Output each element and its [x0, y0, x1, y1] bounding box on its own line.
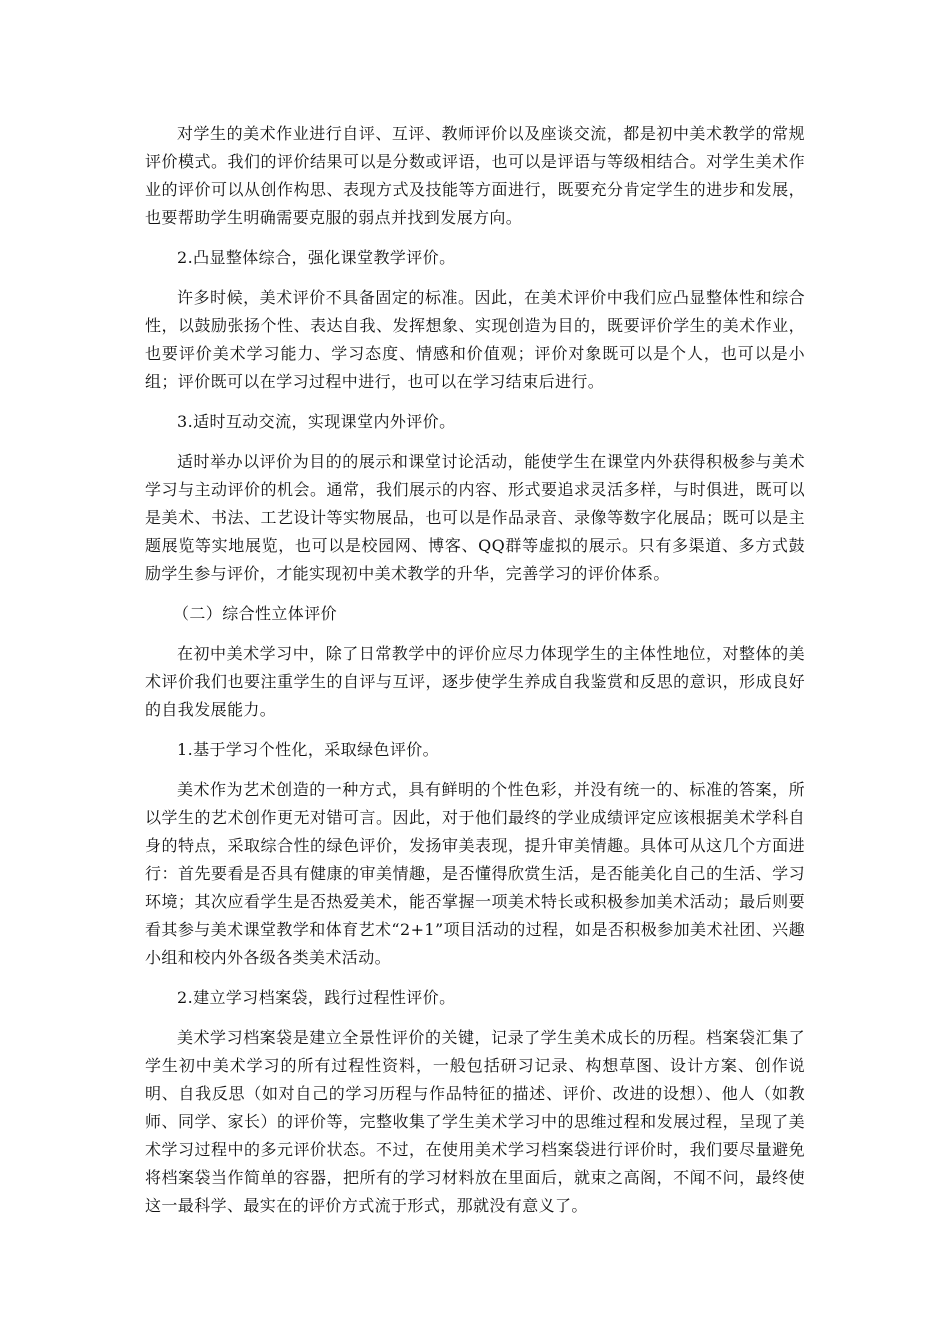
document-body — [145, 120, 805, 1232]
paragraph: 美术学习档案袋是建立全景性评价的关键，记录了学生美术成长的历程。档案袋汇集了学生初中美术学习的所有过程性资料，一般包括研习记录、构想草图、设计方案、创作说明、自我反思（如对自己的学习历程与作品特征的描述、评价、改进的设想）、他人（如教师、同学、家长）的评价等，完整收集了学生美术学习中的思维过程和发展过程，呈现了美术学习过程中的多元评价状态。不过，在使用美术学习档案袋进行评价时，我们要尽量避免将档案袋当作简单的容器，把所有的学习材料放在里面后，就束之高阁，不闻不问，最终使这一最科学、最实在的评价方式流于形式，那就没有意义了。 — [145, 1028, 805, 1215]
section-heading: （二）综合性立体评价 — [173, 604, 338, 623]
subheading: 2.建立学习档案袋，践行过程性评价。 — [177, 988, 456, 1007]
subheading: 1.基于学习个性化，采取绿色评价。 — [177, 740, 440, 759]
paragraph: 美术作为艺术创造的一种方式，具有鲜明的个性色彩，并没有统一的、标准的答案，所以学生的艺术创作更无对错可言。因此，对于他们最终的学业成绩评定应该根据美术学科自身的特点，采取综合性的绿色评价，发扬审美表现，提升审美情趣。具体可从这几个方面进行：首先要看是否具有健康的审美情趣，是否懂得欣赏生活，是否能美化自己的生活、学习环境；其次应看学生是否热爱美术，能否掌握一项美术特长或积极参加美术活动；最后则要看其参与美术课堂教学和体育艺术“2+1”项目活动的过程，如是否积极参加美术社团、兴趣小组和校内外各级各类美术活动。 — [145, 780, 805, 967]
subheading: 2.凸显整体综合，强化课堂教学评价。 — [177, 248, 456, 267]
paragraph: 在初中美术学习中，除了日常教学中的评价应尽力体现学生的主体性地位，对整体的美术评价我们也要注重学生的自评与互评，逐步使学生养成自我鉴赏和反思的意识，形成良好的自我发展能力。 — [145, 644, 805, 719]
paragraph: 对学生的美术作业进行自评、互评、教师评价以及座谈交流，都是初中美术教学的常规评价模式。我们的评价结果可以是分数或评语，也可以是评语与等级相结合。对学生美术作业的评价可以从创作构思、表现方式及技能等方面进行，既要充分肯定学生的进步和发展，也要帮助学生明确需要克服的弱点并找到发展方向。 — [145, 124, 805, 227]
subheading: 3.适时互动交流，实现课堂内外评价。 — [177, 412, 456, 431]
paragraph: 适时举办以评价为目的的展示和课堂讨论活动，能使学生在课堂内外获得积极参与美术学习与主动评价的机会。通常，我们展示的内容、形式要追求灵活多样，与时俱进，既可以是美术、书法、工艺设计等实物展品，也可以是作品录音、录像等数字化展品；既可以是主题展览等实地展览，也可以是校园网、博客、QQ群等虚拟的展示。只有多渠道、多方式鼓励学生参与评价，才能实现初中美术教学的升华，完善学习的评价体系。 — [145, 452, 805, 583]
paragraph: 许多时候，美术评价不具备固定的标准。因此，在美术评价中我们应凸显整体性和综合性，以鼓励张扬个性、表达自我、发挥想象、实现创造为目的，既要评价学生的美术作业，也要评价美术学习能力、学习态度、情感和价值观；评价对象既可以是个人，也可以是小组；评价既可以在学习过程中进行，也可以在学习结束后进行。 — [145, 288, 805, 391]
